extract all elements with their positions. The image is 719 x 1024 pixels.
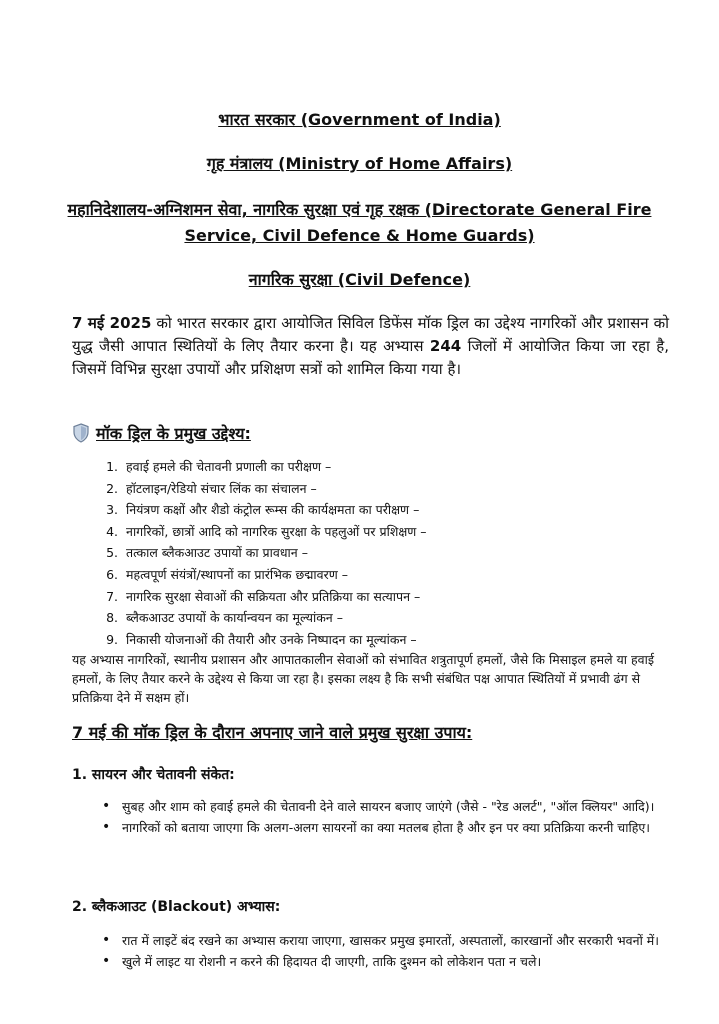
civil-defence-heading: नागरिक सुरक्षा (Civil Defence) — [248, 270, 471, 289]
objective-item: 4. नागरिकों, छात्रों आदि को नागरिक सुरक्षा के पहलुओं पर प्रशिक्षण – — [122, 521, 427, 543]
blackout-subheading: 2. ब्लैकआउट (Blackout) अभ्यास: — [72, 899, 281, 915]
intro-text-part2: जिलों में आयोजित किया जा रहा है, जिसमें विभिन्न सुरक्षा उपायों और प्रशिक्षण सत्रों को शामिल किया गया है। — [72, 337, 669, 378]
intro-date: 7 मई 2025 — [72, 314, 152, 332]
sirens-list — [100, 797, 663, 839]
objectives-heading — [72, 422, 251, 444]
intro-paragraph — [72, 312, 669, 381]
objective-item: 3. नियंत्रण कक्षों और शैडो कंट्रोल रूम्स की कार्यक्षमता का परीक्षण – — [122, 499, 427, 521]
objective-item: 1. हवाई हमले की चेतावनी प्रणाली का परीक्षण – — [122, 456, 427, 478]
objective-item: 2. हॉटलाइन/रेडियो संचार लिंक का संचालन – — [122, 478, 427, 500]
measures-heading: 7 मई की मॉक ड्रिल के दौरान अपनाए जाने वाले प्रमुख सुरक्षा उपाय: — [72, 723, 473, 742]
intro-text-part1: को भारत सरकार द्वारा आयोजित सिविल डिफेंस मॉक ड्रिल का उद्देश्य नागरिकों और प्रशासन को युद्ध जैसी आपात स्थितियों के लिए तैयार करना है। यह अभ्यास — [72, 314, 670, 355]
blackout-list — [100, 931, 663, 973]
objective-item: 5. तत्काल ब्लैकआउट उपायों का प्रावधान – — [122, 542, 427, 564]
intro-district-count: 244 — [429, 337, 462, 355]
objectives-heading-text: मॉक ड्रिल के प्रमुख उद्देश्य: — [96, 424, 251, 443]
list-item: • रात में लाइटें बंद रखने का अभ्यास कराया जाएगा, खासकर प्रमुख इमारतों, अस्पतालों, कारखानों और सरकारी भवनों में। — [122, 931, 663, 950]
government-heading: भारत सरकार (Government of India) — [218, 110, 501, 129]
list-item: • नागरिकों को बताया जाएगा कि अलग-अलग सायरनों का क्या मतलब होता है और इन पर क्या प्रतिक्रिया करनी चाहिए। — [122, 818, 663, 837]
objective-item: 7. नागरिक सुरक्षा सेवाओं की सक्रियता और प्रतिक्रिया का सत्यापन – — [122, 586, 427, 608]
list-item: • खुले में लाइट या रोशनी न करने की हिदायत दी जाएगी, ताकि दुश्मन को लोकेशन पता न चले। — [122, 952, 663, 971]
objective-item: 8. ब्लैकआउट उपायों के कार्यान्वयन का मूल्यांकन – — [122, 607, 427, 629]
directorate-heading: महानिदेशालय-अग्निशमन सेवा, नागरिक सुरक्षा एवं गृह रक्षक (Directorate General Fire Service, Civil Defence & Home Guards) — [67, 200, 652, 245]
list-item: • सुबह और शाम को हवाई हमले की चेतावनी देने वाले सायरन बजाए जाएंगे (जैसे - "रेड अलर्ट", "ऑल क्लियर" आदि)। — [122, 797, 663, 816]
purpose-paragraph: यह अभ्यास नागरिकों, स्थानीय प्रशासन और आपातकालीन सेवाओं को संभावित शत्रुतापूर्ण हमलों, जैसे कि मिसाइल हमले या हवाई हमलों, के लिए तैयार करने के उद्देश्य से किया जा रहा है। इसका लक्ष्य है कि सभी संबंधित पक्ष आपात स्थितियों में प्रभावी ढंग से प्रतिक्रिया देने में सक्षम हों। — [72, 652, 654, 705]
objectives-list — [100, 456, 427, 650]
objective-item: 6. महत्वपूर्ण संयंत्रों/स्थापनों का प्रारंभिक छद्मावरण – — [122, 564, 427, 586]
ministry-heading: गृह मंत्रालय (Ministry of Home Affairs) — [206, 154, 513, 173]
objective-item: 9. निकासी योजनाओं की तैयारी और उनके निष्पादन का मूल्यांकन – — [122, 629, 427, 651]
shield-icon — [72, 423, 90, 443]
sirens-subheading: 1. सायरन और चेतावनी संकेत: — [72, 767, 235, 783]
